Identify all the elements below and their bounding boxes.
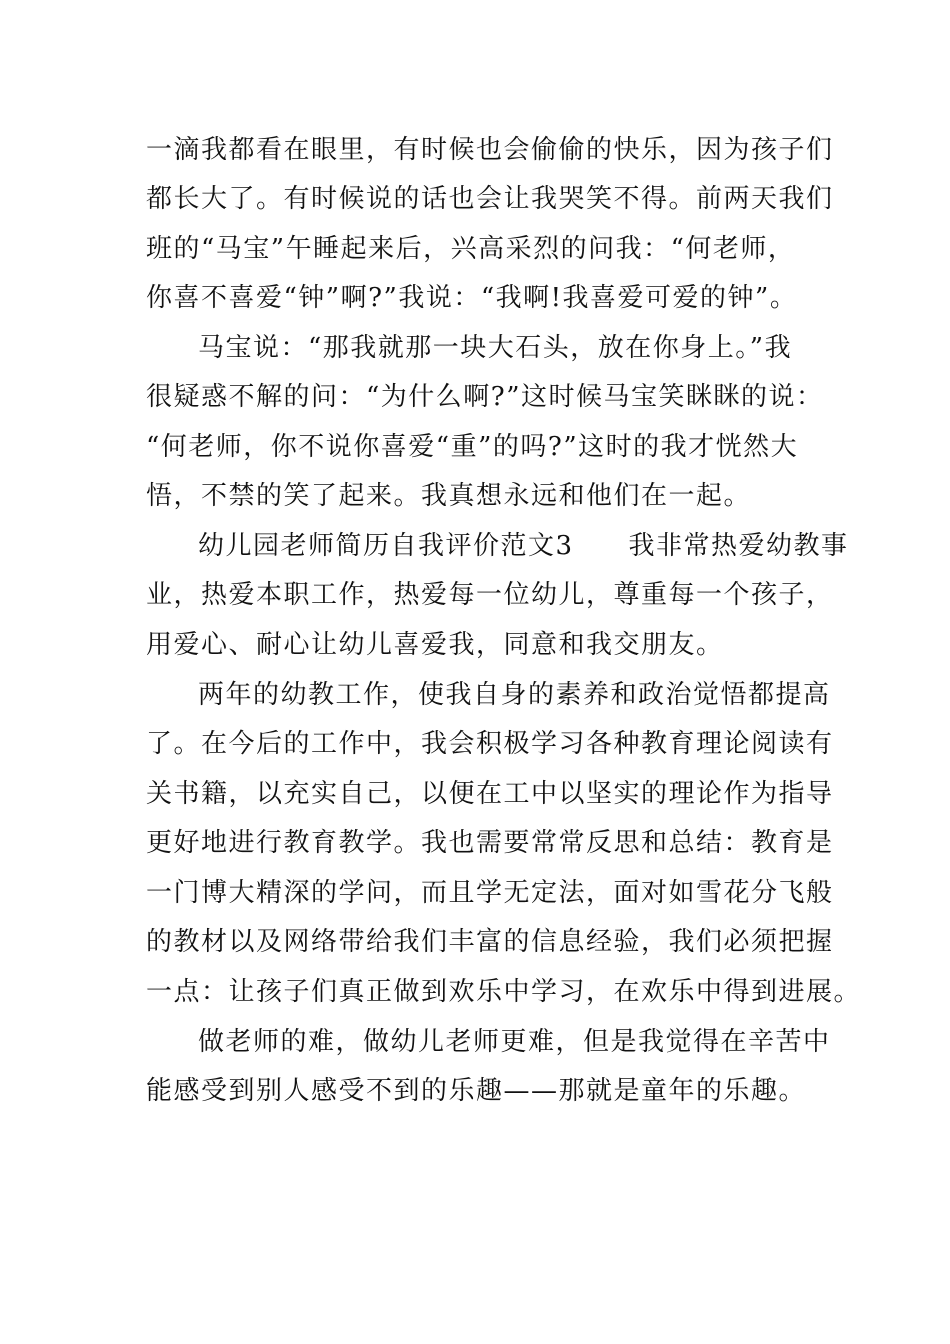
- paragraph-start-line: 幼儿园老师简历自我评价范文3 我非常热爱幼教事: [198, 531, 849, 561]
- paragraph-start-line: 做老师的难，做幼儿老师更难，但是我觉得在辛苦中: [198, 1027, 831, 1057]
- text-line: 了。在今后的工作中，我会积极学习各种教育理论阅读有: [146, 729, 834, 759]
- text-line: 能感受到别人感受不到的乐趣——那就是童年的乐趣。: [146, 1076, 807, 1106]
- text-line: 你喜不喜爱“钟”啊?”我说：“我啊!我喜爱可爱的钟”。: [146, 283, 798, 313]
- text-line: 更好地进行教育教学。我也需要常常反思和总结：教育是: [146, 828, 834, 858]
- paragraph-start-line: 马宝说：“那我就那一块大石头，放在你身上。”我: [198, 333, 793, 363]
- text-line: 业，热爱本职工作，热爱每一位幼儿，尊重每一个孩子，: [146, 580, 834, 610]
- text-line: 悟，不禁的笑了起来。我真想永远和他们在一起。: [146, 481, 752, 511]
- paragraph-start-line: 两年的幼教工作，使我自身的素养和政治觉悟都提高: [198, 680, 831, 710]
- text-line: 关书籍，以充实自己，以便在工中以坚实的理论作为指导: [146, 779, 834, 809]
- text-line: 一门博大精深的学问，而且学无定法，面对如雪花分飞般: [146, 878, 834, 908]
- text-line: 用爱心、耐心让幼儿喜爱我，同意和我交朋友。: [146, 630, 724, 660]
- text-line: 的教材以及网络带给我们丰富的信息经验，我们必须把握: [146, 927, 834, 957]
- text-line: 一点：让孩子们真正做到欢乐中学习，在欢乐中得到进展。: [146, 977, 862, 1007]
- text-line: 班的“马宝”午睡起来后，兴高采烈的问我：“何老师，: [146, 234, 796, 264]
- text-line: 一滴我都看在眼里，有时候也会偷偷的快乐，因为孩子们: [146, 135, 834, 165]
- text-line: 很疑惑不解的问：“为什么啊?”这时候马宝笑眯眯的说：: [146, 382, 824, 412]
- text-line: 都长大了。有时候说的话也会让我哭笑不得。前两天我们: [146, 184, 834, 214]
- text-line: “何老师，你不说你喜爱“重”的吗?”这时的我才恍然大: [146, 432, 799, 462]
